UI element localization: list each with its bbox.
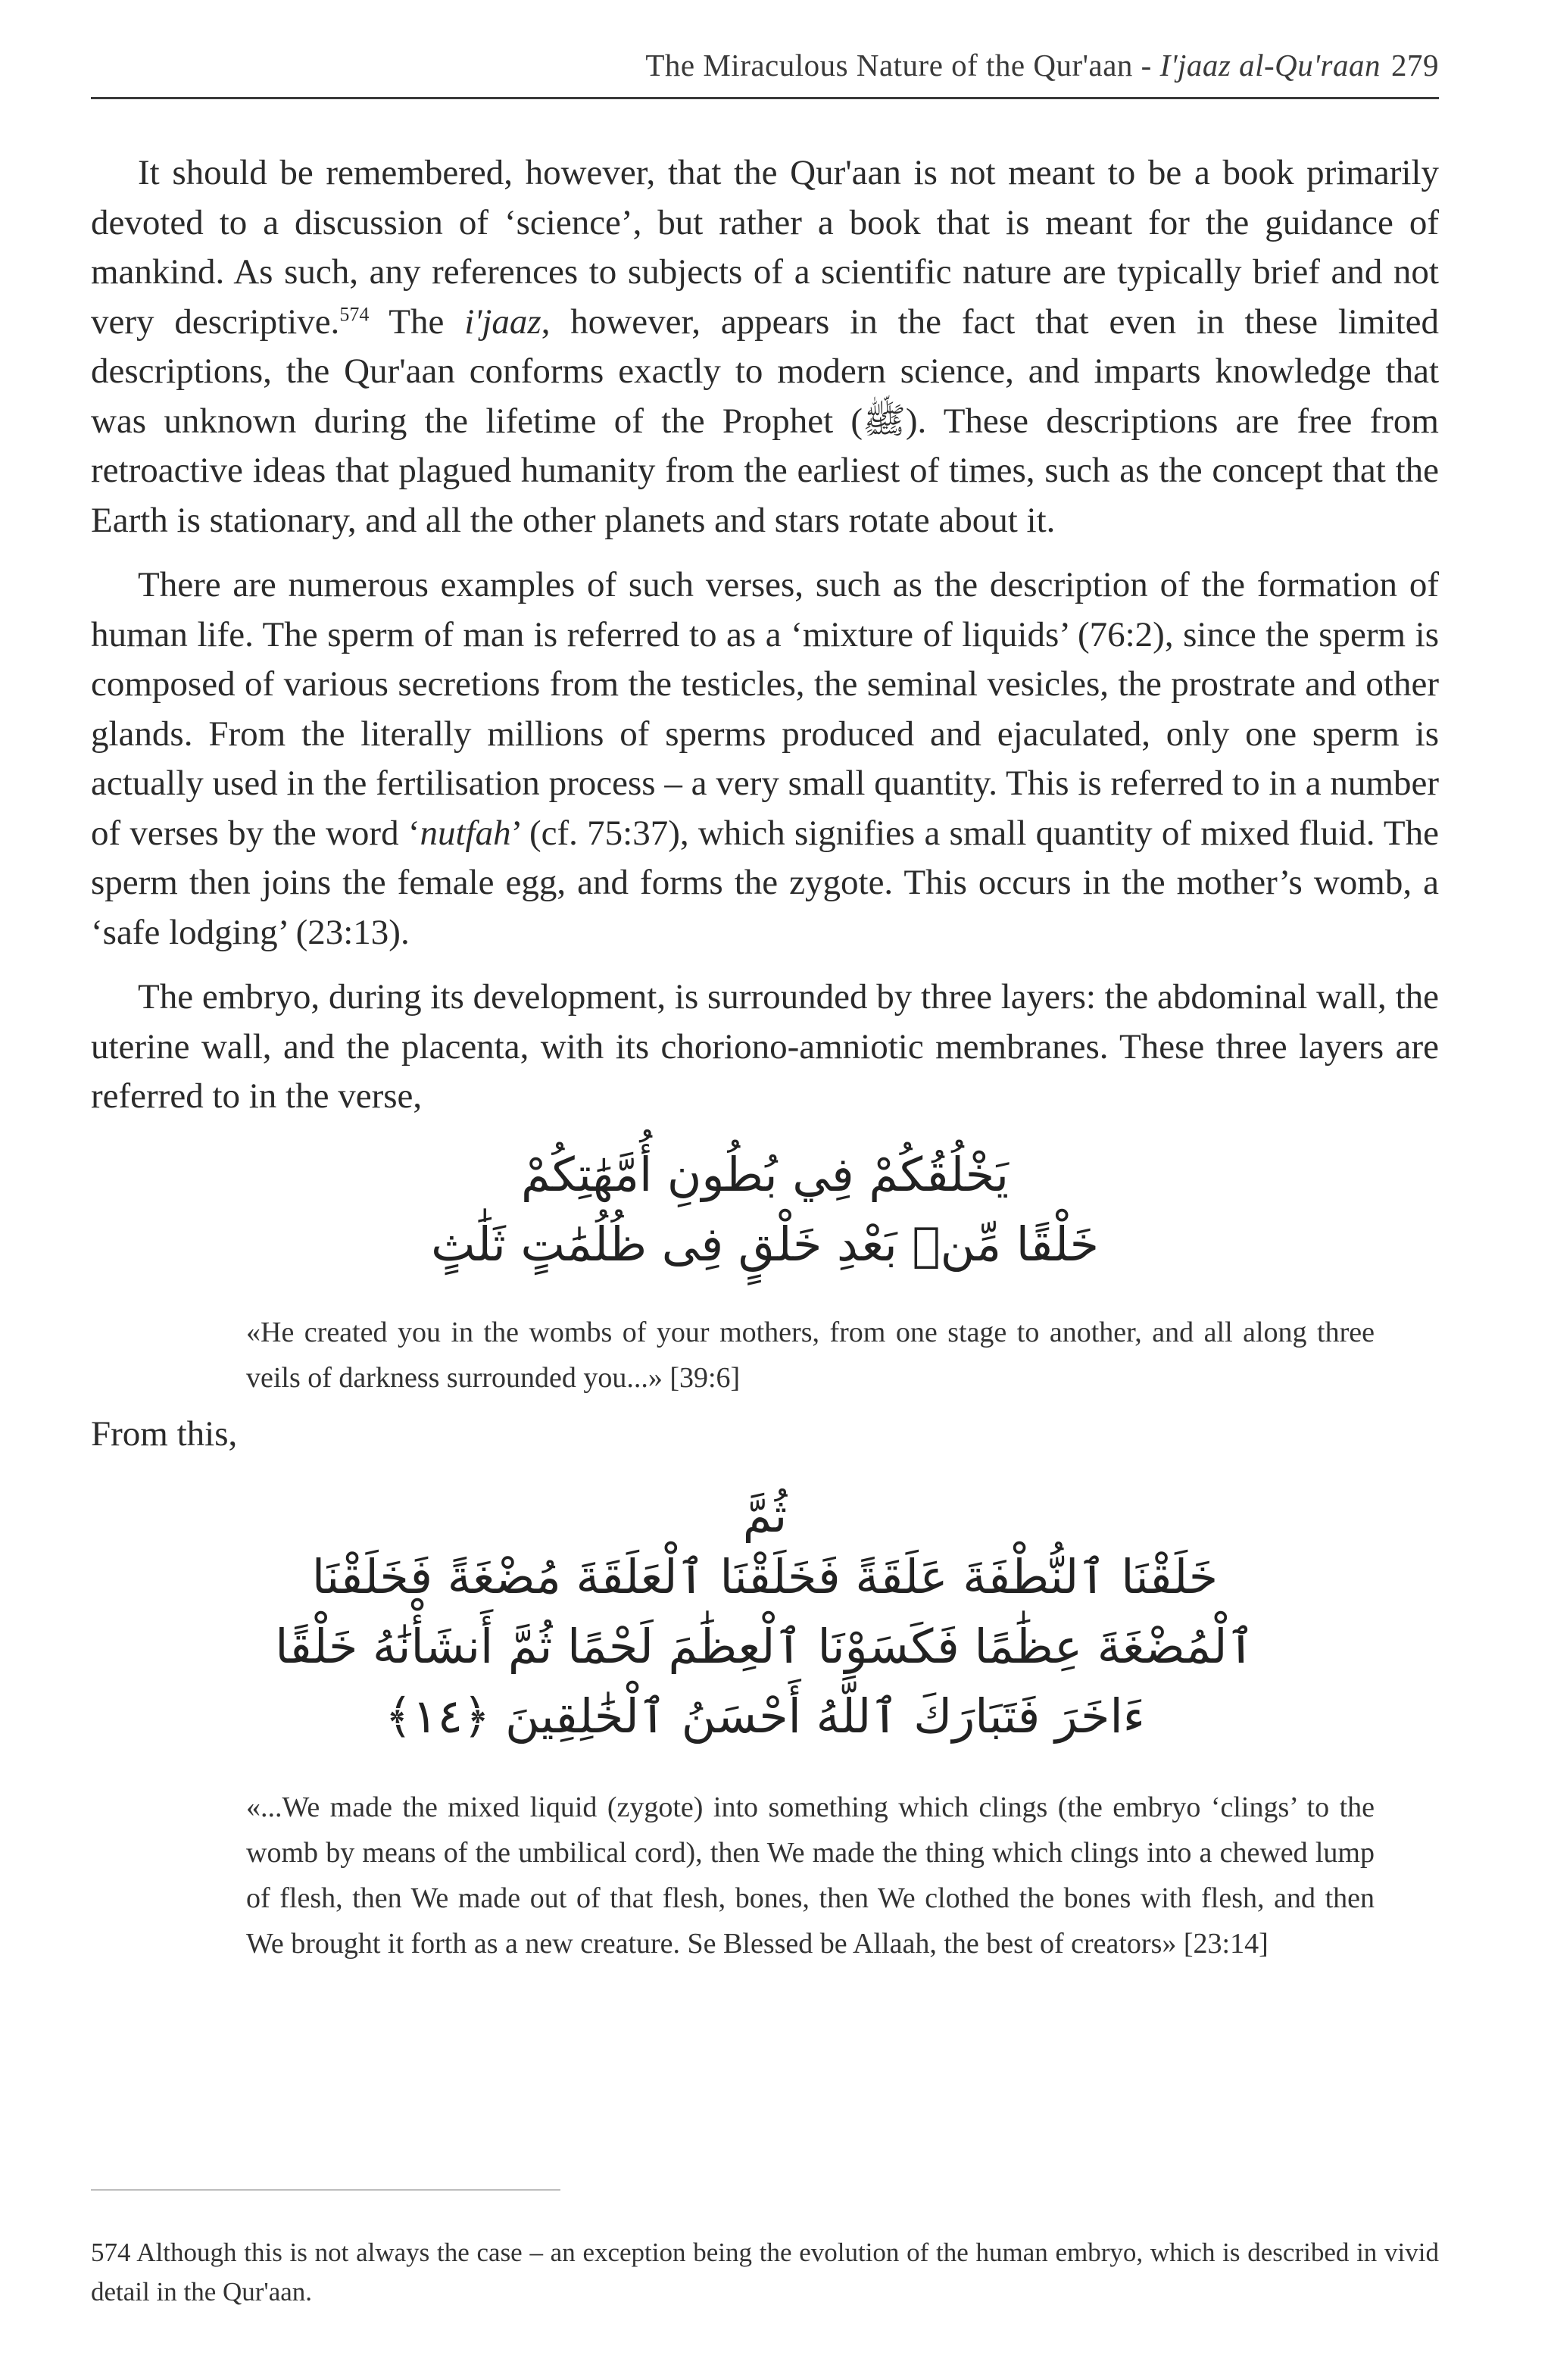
running-head-title: The Miraculous Nature of the Qur'aan - — [645, 48, 1160, 83]
verse-39-6-line-2: خَلْقًا مِّنۢ بَعْدِ خَلْقٍ فِى ظُلُمَٰتٍ ثَلَٰثٍ — [431, 1216, 1099, 1272]
verse-39-6-arabic — [197, 1140, 1333, 1279]
verse-23-14-line-3: ءَاخَرَ فَتَبَارَكَ ٱللَّهُ أَحْسَنُ ٱلْخَٰلِقِينَ ﴿١٤﴾ — [385, 1688, 1145, 1744]
verse-39-6-translation: «He created you in the wombs of your mothers, from one stage to another, and all along three veils of darkness surrounded you...» [39:6] — [246, 1316, 1375, 1394]
verse-23-14-translation: «...We made the mixed liquid (zygote) into something which clings (the embryo ‘clings’ to the womb by means of the umbilical cord), then We made the thing which clings into a chewed lump of flesh, then We made out of that flesh, bones, then We clothed the bones with flesh, and then We brought it forth as a new creature. Se Blessed be Allaah, the best of creators» [23:14] — [246, 1791, 1375, 1960]
paragraph-2-text-a: There are numerous examples of such verses, such as the description of the formation of human life. The sperm of man is referred to as a ‘mixture of liquids’ (76:2), since the sperm is composed of various secretions from the testicles, the seminal vesicles, the prostrate and other glands. From the literally millions of sperms produced and ejaculated, only one sperm is actually used in the fertilisation process – a very small quantity. This is referred to in a number of verses by the word ‘ — [91, 565, 1439, 853]
running-head — [645, 47, 1439, 83]
verse-23-14-line-0: ثُمَّ — [742, 1488, 788, 1543]
verse-23-14-arabic — [197, 1489, 1333, 1751]
paragraph-2 — [91, 561, 1439, 957]
verse-39-6-line-1: يَخْلُقُكُمْ فِي بُطُونِ أُمَّهَٰتِكُمْ — [520, 1146, 1009, 1202]
paragraph-1-italic: i'jaaz — [464, 301, 541, 342]
paragraph-1-text-a: It should be remembered, however, that the Qur'aan is not meant to be a book primarily devoted to a discussion of ‘science’, but rather a book that is meant for the guidance of mankind. As such, any references to subjects of a scientific nature are typically brief and not very descriptive. — [91, 153, 1439, 342]
paragraph-3: The embryo, during its development, is surrounded by three layers: the abdominal wall, the uterine wall, and the placenta, with its choriono-amniotic membranes. These three layers are referred to in the verse, — [91, 977, 1439, 1116]
footnote-574: 574 Although this is not always the case – an exception being the evolution of the human embryo, which is described in vivid detail in the Qur'aan. — [91, 2238, 1439, 2307]
footnote-ref: 574 — [339, 302, 370, 325]
verse-23-14-line-2: ٱلْمُضْغَةَ عِظَٰمًا فَكَسَوْنَا ٱلْعِظَٰمَ لَحْمًا ثُمَّ أَنشَأْنَٰهُ خَلْقًا — [275, 1619, 1255, 1674]
running-head-title-italic: I'jaaz al-Qu'raan — [1159, 48, 1381, 83]
paragraph-1 — [91, 148, 1439, 545]
book-page — [91, 0, 1439, 2380]
paragraph-1-text-b: The — [369, 301, 465, 342]
paragraph-2-italic: nutfah — [420, 813, 511, 853]
from-this-line: From this, — [91, 1413, 238, 1454]
paragraph-2-text-b: ’ (cf. 75:37), which signifies a small quantity of mixed fluid. The sperm then joins the female egg, and forms the zygote. This occurs in the mother’s womb, a ‘safe lodging’ (23:13). — [91, 813, 1439, 952]
page-number: 279 — [1391, 48, 1439, 83]
header-rule — [91, 97, 1439, 99]
paragraph-1-text-c: , however, appears in the fact that even in these limited descriptions, the Qur'aan conforms exactly to modern science, and imparts knowledge that was unknown during the lifetime of the Prophet (ﷺ). These descriptions are free from retroactive ideas that plagued humanity from the earliest of times, such as the concept that the Earth is stationary, and all the other planets and stars rotate about it. — [91, 301, 1439, 540]
page-body — [91, 148, 1439, 1966]
verse-23-14-line-1: خَلَقْنَا ٱلنُّطْفَةَ عَلَقَةً فَخَلَقْنَا ٱلْعَلَقَةَ مُضْغَةً فَخَلَقْنَا — [311, 1549, 1219, 1604]
footnote-rule — [91, 2189, 560, 2191]
